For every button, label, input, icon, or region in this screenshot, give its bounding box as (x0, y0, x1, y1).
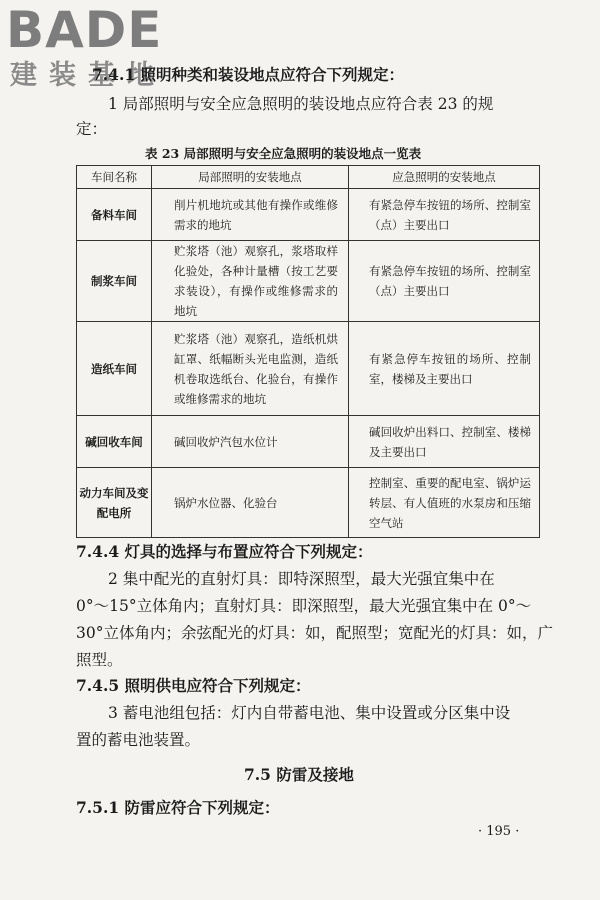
workshop-name: 造纸车间 (77, 322, 152, 416)
table-header-row (77, 166, 540, 189)
clause-7-4-5: 7.4.5 照明供电应符合下列规定： (76, 676, 311, 695)
local-lighting-location: 贮浆塔（池）观察孔，浆塔取样化验处，各种计量槽（按工艺要求装设），有操作或维修需求的地坑 (152, 241, 349, 322)
table-row (77, 189, 540, 241)
emergency-lighting-location: 有紧急停车按钮的场所、控制室（点）主要出口 (349, 241, 540, 322)
paragraph-3-line-1: 3 蓄电池组包括：灯内自带蓄电池、集中设置或分区集中设 (108, 704, 511, 722)
clause-7-4-1: 7.4.1 照明种类和装设地点应符合下列规定： (92, 65, 405, 84)
workshop-name: 备料车间 (77, 189, 152, 241)
paragraph-2-line-3: 30°立体角内；余弦配光的灯具：如，配照型；宽配光的灯具：如，广 (76, 624, 553, 642)
header-workshop: 车间名称 (77, 166, 152, 189)
page-number: · 195 · (478, 824, 520, 839)
emergency-lighting-location: 控制室、重要的配电室、锅炉运转层、有人值班的水泵房和压缩空气站 (349, 468, 540, 538)
emergency-lighting-location: 碱回收炉出料口、控制室、楼梯及主要出口 (349, 416, 540, 468)
clause-7-5-1: 7.5.1 防雷应符合下列规定： (76, 798, 280, 817)
lighting-locations-table (76, 165, 540, 538)
workshop-name: 碱回收车间 (77, 416, 152, 468)
paragraph-2-line-2: 0°～15°立体角内；直射灯具：即深照型，最大光强宜集中在 0°～ (76, 597, 532, 615)
local-lighting-location: 削片机地坑或其他有操作或维修需求的地坑 (152, 189, 349, 241)
paragraph-3-line-2: 置的蓄电池装置。 (76, 731, 201, 749)
workshop-name: 动力车间及变配电所 (77, 468, 152, 538)
table-row (77, 468, 540, 538)
workshop-name: 制浆车间 (77, 241, 152, 322)
header-emergency-lighting: 应急照明的安装地点 (349, 166, 540, 189)
paragraph-2-line-4: 照型。 (76, 651, 123, 669)
paragraph-1-line-2: 定： (76, 120, 108, 138)
clause-7-4-4: 7.4.4 灯具的选择与布置应符合下列规定： (76, 542, 373, 561)
table-row (77, 322, 540, 416)
section-title-7-5: 7.5 防雷及接地 (244, 765, 354, 784)
table-caption: 表 23 局部照明与安全应急照明的装设地点一览表 (145, 146, 422, 161)
local-lighting-location: 碱回收炉汽包水位计 (152, 416, 349, 468)
logo-tagline: 建装基地 (10, 60, 166, 91)
paragraph-1-line-1: 1 局部照明与安全应急照明的装设地点应符合表 23 的规 (108, 95, 494, 113)
local-lighting-location: 贮浆塔（池）观察孔，造纸机烘缸罩、纸幅断头光电监测，造纸机卷取选纸台、化验台，有操作或维修需求的地坑 (152, 322, 349, 416)
table-row (77, 416, 540, 468)
table-row (77, 241, 540, 322)
paragraph-2-line-1: 2 集中配光的直射灯具：即特深照型，最大光强宜集中在 (108, 570, 495, 588)
emergency-lighting-location: 有紧急停车按钮的场所、控制室，楼梯及主要出口 (349, 322, 540, 416)
header-local-lighting: 局部照明的安装地点 (152, 166, 349, 189)
emergency-lighting-location: 有紧急停车按钮的场所、控制室（点）主要出口 (349, 189, 540, 241)
local-lighting-location: 锅炉水位器、化验台 (152, 468, 349, 538)
logo-brand: BADE (6, 1, 163, 59)
